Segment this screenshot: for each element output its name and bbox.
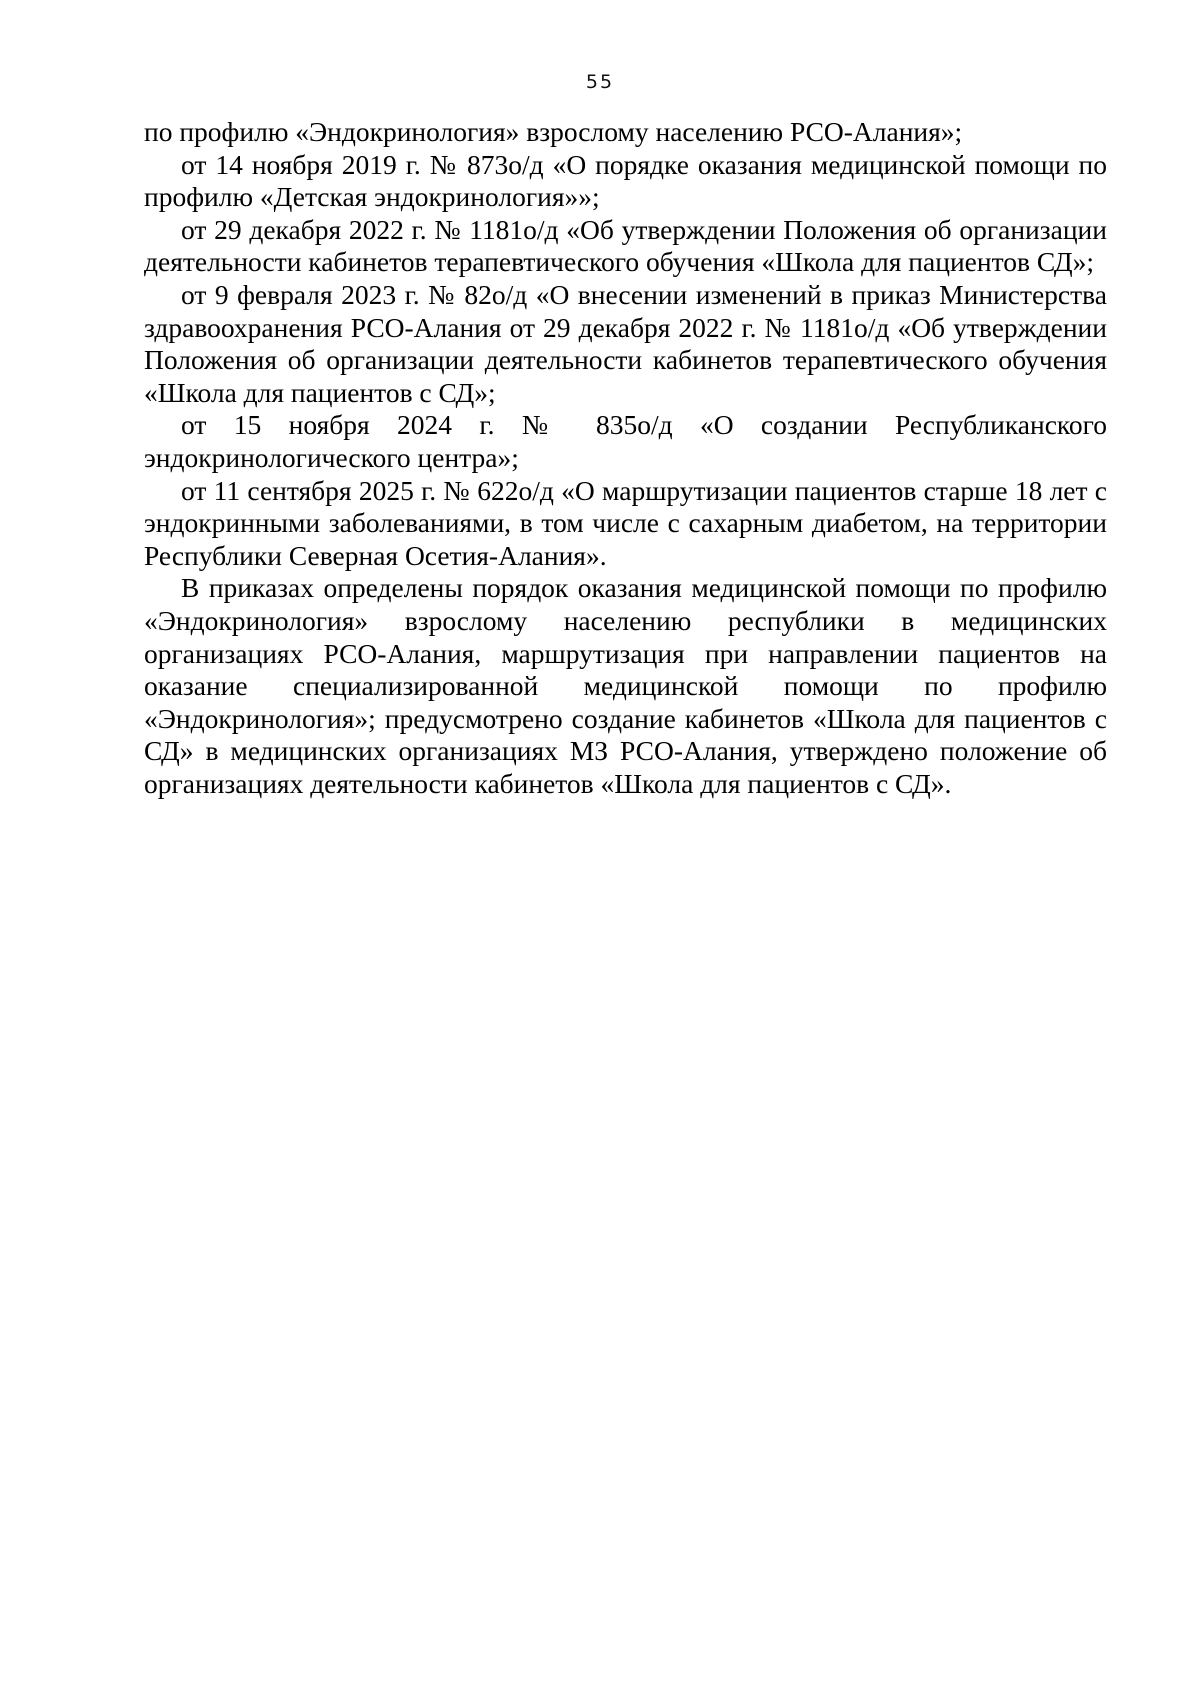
paragraph-order-82: от 9 февраля 2023 г. № 82о/д «О внесении изменений в приказ Министерства здравоохранения РСО-Алания от 29 декабря 2022 г. № 1181о/д «Об утверждении Положения об организации деятельности кабинетов терапевтического обучения «Школа для пациентов с СД»;: [144, 278, 1107, 408]
paragraph-order-873: от 14 ноября 2019 г. № 873о/д «О порядке оказания медицинской помощи по профилю «Детская эндокринология»»;: [144, 148, 1107, 213]
paragraph-order-1181: от 29 декабря 2022 г. № 1181о/д «Об утверждении Положения об организации деятельности кабинетов терапевтического обучения «Школа для пациентов СД»;: [144, 213, 1107, 278]
document-body: [144, 116, 1107, 800]
page-number: 55: [585, 71, 615, 93]
paragraph-order-622: от 11 сентября 2025 г. № 622о/д «О маршрутизации пациентов старше 18 лет с эндокринными заболеваниями, в том числе с сахарным диабетом, на территории Республики Северная Осетия-Алания».: [144, 474, 1107, 571]
paragraph-continuation: по профилю «Эндокринология» взрослому населению РСО-Алания»;: [144, 116, 963, 147]
paragraph-summary: В приказах определены порядок оказания медицинской помощи по профилю «Эндокринология» взрослому населению республики в медицинских организациях РСО-Алания, маршрутизация при направлении пациентов на оказание специализированной медицинской помощи по профилю «Эндокринология»; предусмотрено создание кабинетов «Школа для пациентов с СД» в медицинских организациях МЗ РСО-Алания, утверждено положение об организациях деятельности кабинетов «Школа для пациентов с СД».: [144, 572, 1107, 799]
paragraph-order-835: от 15 ноября 2024 г. № 835о/д «О создании Республиканского эндокринологического центра»;: [144, 409, 1107, 473]
